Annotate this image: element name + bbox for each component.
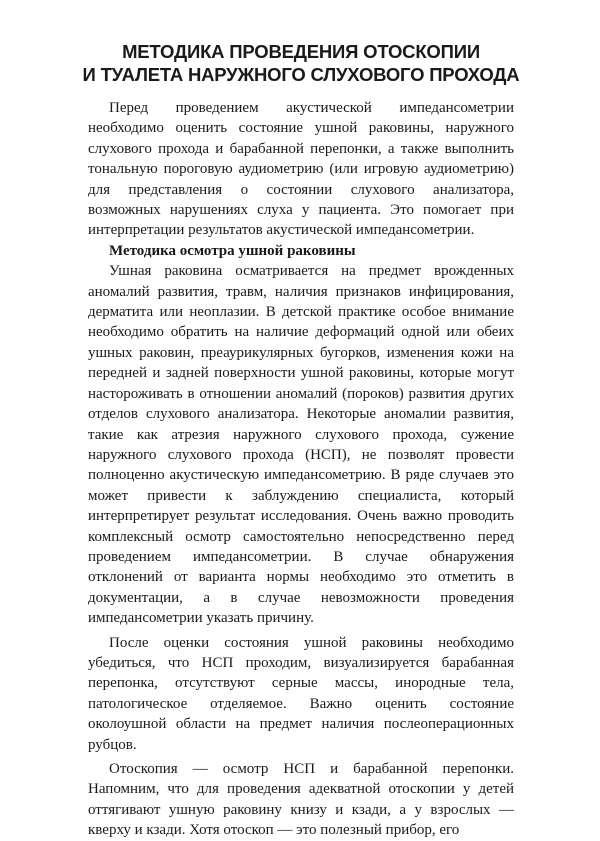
page-title: [76, 40, 526, 86]
paragraph-intro: Перед проведением акустической импедансометрии необходимо оценить состояние ушной раковины, наружного слухового прохода и барабанной перепонки, а также выполнить тональную пороговую аудиометрию (или игровую аудиометрию) для представления о состоянии слухового анализатора, возможных нарушениях слуха у пациента. Это помогает при интерпретации результатов акустической импедансометрии.: [88, 100, 514, 239]
paragraph-canal-check: После оценки состояния ушной раковины необходимо убедиться, что НСП проходим, визуализируется барабанная перепонка, отсутствуют серные массы, инородные тела, патологическое отделяемое. Важно оценить состояние околоушной области на предмет наличия послеоперационных рубцов.: [88, 634, 514, 753]
page-title-line-2: И ТУАЛЕТА НАРУЖНОГО СЛУХОВОГО ПРОХОДА: [82, 64, 520, 85]
paragraph-otoscopy: Отоскопия — осмотр НСП и барабанной перепонки. Напомним, что для проведения адекватной отоскопии у детей оттягивают ушную раковину книзу и кзади, а у взрослых — кверху и кзади. Хотя отоскоп — это полезный прибор, его: [88, 761, 514, 839]
page-title-line-1: МЕТОДИКА ПРОВЕДЕНИЯ ОТОСКОПИИ: [122, 41, 480, 62]
section-subheading: Методика осмотра ушной раковины: [109, 242, 356, 259]
document-page: [82, 40, 520, 841]
paragraph-auricle-exam: Ушная раковина осматривается на предмет врожденных аномалий развития, травм, наличия признаков инфицирования, дерматита или неоплазии. В детской практике особое внимание необходимо обратить на наличие деформаций одной или обеих ушных раковин, преаурикулярных бугорков, изменения кожи на передней и задней поверхности ушной раковины, которые могут настороживать в отношении аномалий (пороков) развития других отделов слухового анализатора. Некоторые аномалии развития, такие как атрезия наружного слухового прохода, сужение наружного слухового прохода (НСП), не позволят провести полноценно акустическую импедансометрию. В ряде случаев это может привести к заблуждению специалиста, который интерпретирует результат исследования. Очень важно проводить комплексный осмотр самостоятельно непосредственно перед проведением импедансометрии. В случае обнаружения отклонений от варианта нормы необходимо это отметить в документации, а в случае невозможности проведения импедансометрии указать причину.: [88, 263, 514, 627]
